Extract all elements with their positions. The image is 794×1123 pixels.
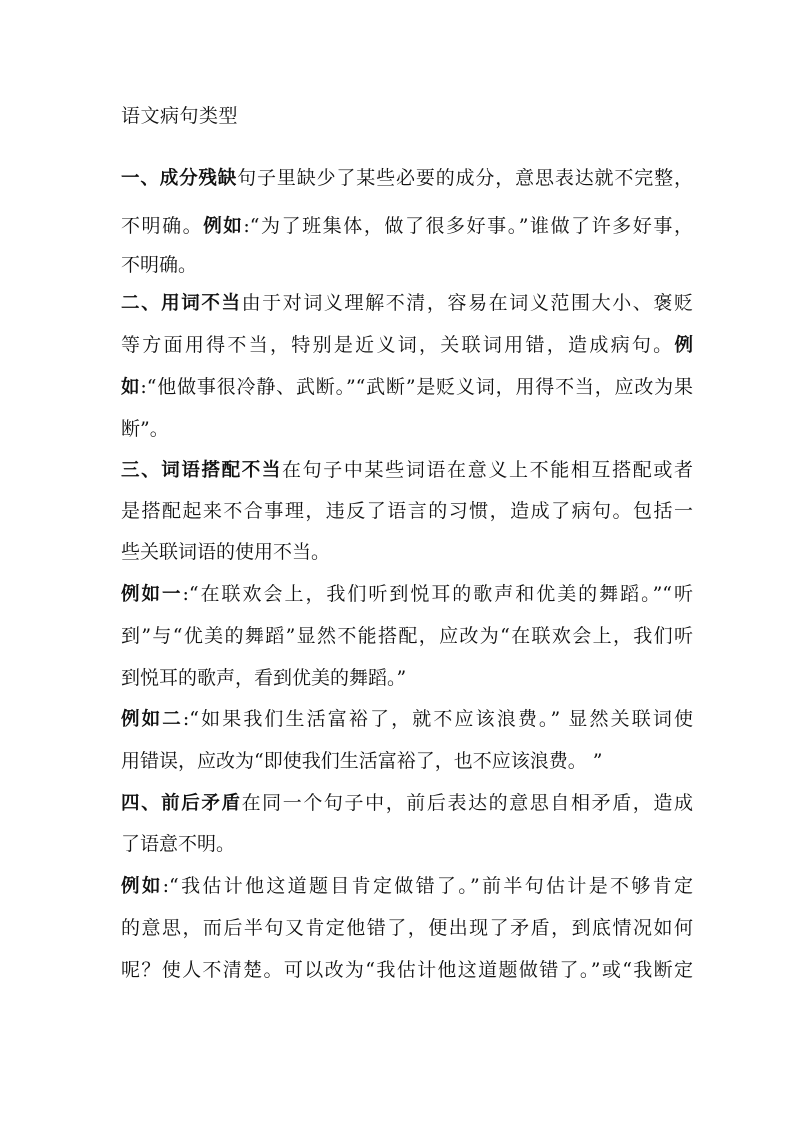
section2-example-label-a: 例 bbox=[674, 335, 693, 356]
section2-line1: 二、用词不当由于对词义理解不清，容易在词义范围大小、褒贬 bbox=[121, 292, 693, 314]
section3-example1-line2: 到”与“优美的舞蹈”显然不能搭配，应改为“在联欢会上，我们听 bbox=[121, 625, 693, 647]
section2-line4: 断”。 bbox=[121, 418, 169, 440]
section3-line2: 是搭配起来不合事理，违反了语言的习惯，造成了病句。包括一 bbox=[121, 500, 693, 522]
section3-line3: 些关联词语的使用不当。 bbox=[121, 541, 331, 563]
document-title: 语文病句类型 bbox=[121, 105, 239, 127]
section3-example1-line3: 到悦耳的歌声，看到优美的舞蹈。” bbox=[121, 667, 407, 689]
section4-example-line1: 例如:“我估计他这道题目肯定做错了。”前半句估计是不够肯定 bbox=[121, 875, 693, 897]
section1-line1: 一、成分残缺句子里缺少了某些必要的成分，意思表达就不完整， bbox=[121, 167, 693, 189]
section2-example-label-b: 如 bbox=[121, 377, 141, 398]
section3-example2-line1: 例如二:“如果我们生活富裕了，就不应该浪费。” 显然关联词使 bbox=[121, 708, 693, 730]
section3-heading: 三、词语搭配不当 bbox=[121, 460, 283, 481]
section4-example-line3: 呢？使人不清楚。可以改为“我估计他这道题做错了。”或“我断定 bbox=[121, 959, 693, 981]
section4-example-label: 例如 bbox=[121, 876, 163, 897]
section2-line2: 等方面用得不当，特别是近义词，关联词用错，造成病句。例 bbox=[121, 334, 693, 356]
section2-line3: 如:“他做事很冷静、武断。”“武断”是贬义词，用得不当，应改为果 bbox=[121, 376, 693, 398]
section1-heading: 一、成分残缺 bbox=[121, 168, 238, 189]
section1-line2: 不明确。例如:“为了班集体，做了很多好事。”谁做了许多好事， bbox=[121, 215, 693, 237]
section2-heading: 二、用词不当 bbox=[121, 293, 242, 314]
section4-line1: 四、前后矛盾在同一个句子中，前后表达的意思自相矛盾，造成 bbox=[121, 792, 693, 814]
section4-heading: 四、前后矛盾 bbox=[121, 793, 242, 814]
section3-example1-line1: 例如一:“在联欢会上，我们听到悦耳的歌声和优美的舞蹈。”“听 bbox=[121, 583, 693, 605]
section3-example1-label: 例如一 bbox=[121, 584, 183, 605]
section4-example-line2: 的意思，而后半句又肯定他错了，便出现了矛盾，到底情况如何 bbox=[121, 917, 693, 939]
section4-line2: 了语意不明。 bbox=[121, 833, 236, 855]
section3-example2-label: 例如二 bbox=[121, 709, 183, 730]
section1-example-label: 例如 bbox=[203, 216, 244, 237]
section1-line3: 不明确。 bbox=[121, 254, 198, 276]
section3-example2-line2: 用错误，应改为“即使我们生活富裕了，也不应该浪费。 ” bbox=[121, 750, 603, 772]
section3-line1: 三、词语搭配不当在句子中某些词语在意义上不能相互搭配或者 bbox=[121, 459, 693, 481]
